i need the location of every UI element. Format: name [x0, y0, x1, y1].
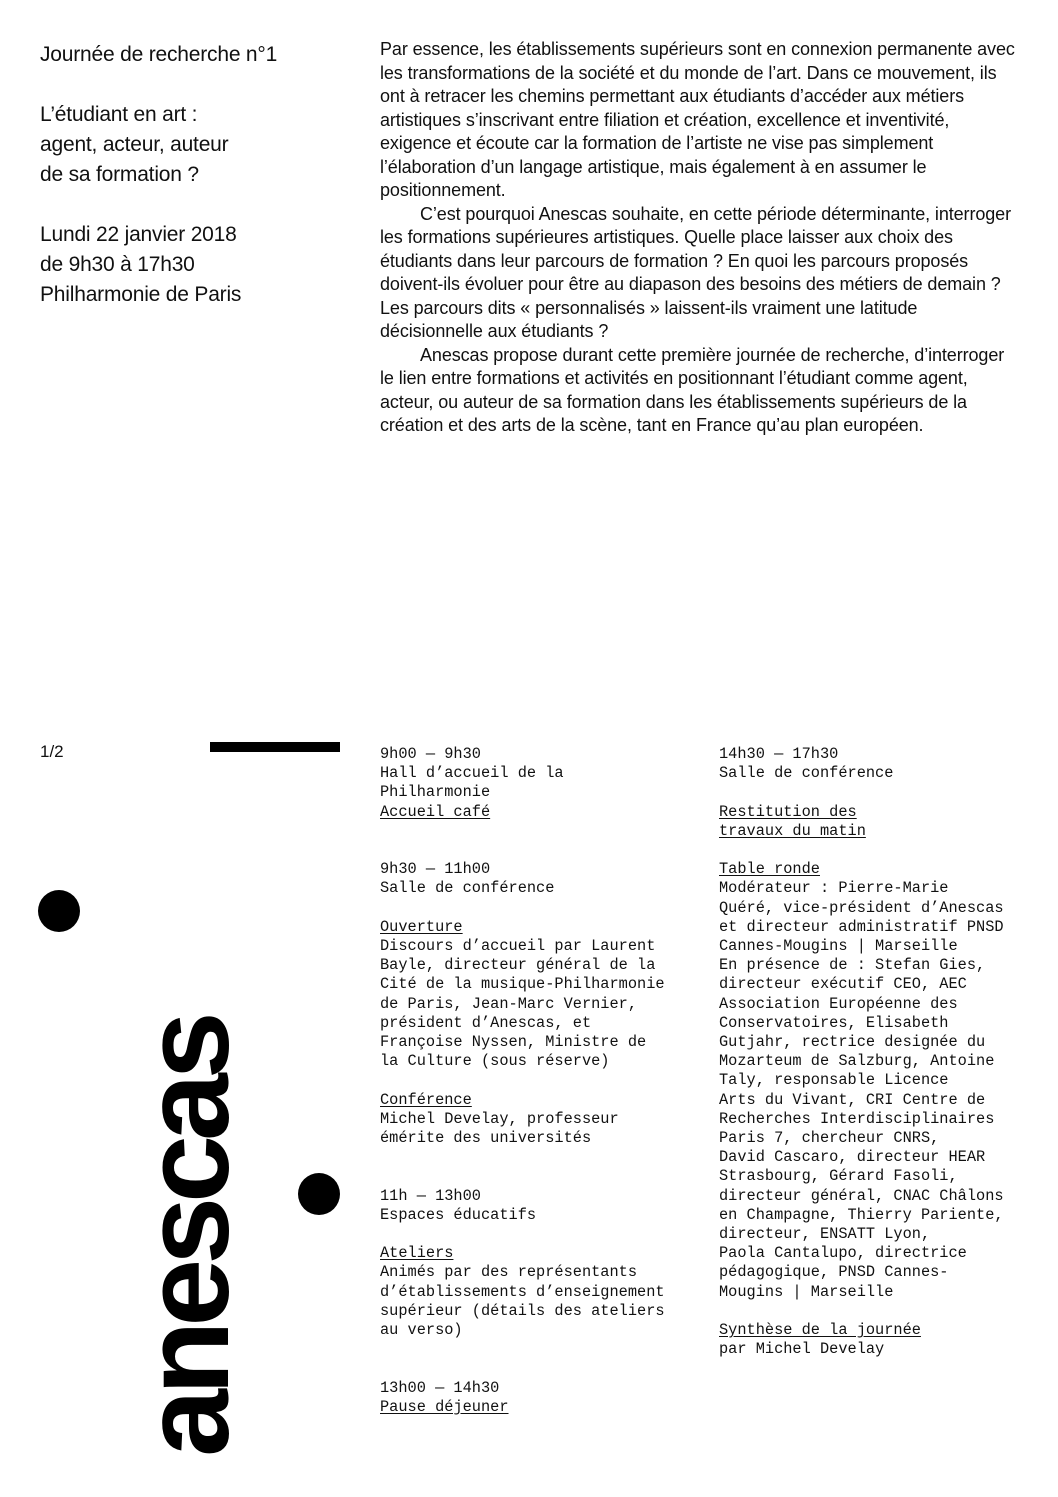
intro-text	[380, 38, 1020, 438]
session-title: Table ronde	[719, 860, 820, 879]
event-date-place	[40, 220, 360, 310]
event-title	[40, 40, 360, 70]
dot-icon	[298, 1173, 340, 1215]
session-time: 11h — 13h00	[380, 1186, 481, 1205]
event-name: Journée de recherche n°1	[40, 43, 278, 66]
session-description: Michel Develay, professeur émérite des universités	[380, 1109, 619, 1147]
session-title: Restitution des travaux du matin	[719, 802, 866, 840]
session-place: Espaces éducatifs	[380, 1205, 537, 1224]
session-description: Discours d’accueil par Laurent Bayle, directeur général de la Cité de la musique-Philharmonie de Paris, Jean-Marc Vernier, président d’Anescas, et Françoise Nyssen, Ministre de la Culture (sous réserve)	[380, 936, 665, 1071]
theme-title	[40, 100, 360, 190]
theme-line: L’étudiant en art :	[40, 103, 198, 126]
session-title: Conférence	[380, 1090, 472, 1109]
session-place: Salle de conférence	[380, 879, 555, 898]
intro-paragraph: C’est pourquoi Anescas souhaite, en cette période déterminante, interroger les formations supérieures artistiques. Quelle place laisser aux choix des étudiants dans leur parcours de formation ? En quoi les parcours proposés doivent-ils évoluer pour être au diapason des besoins des métiers de demain ? Les parcours dits « personnalisés » laissent-ils vraiment une latitude décisionnelle aux étudiants ?	[380, 203, 1011, 341]
session-description: Animés par des représentants d’établissements d’enseignement supérieur (détails des ateliers au verso)	[380, 1263, 665, 1339]
theme-line: agent, acteur, auteur	[40, 133, 229, 156]
dot-icon	[38, 890, 80, 932]
header-block	[40, 40, 360, 340]
session-time: 9h00 — 9h30	[380, 745, 481, 763]
program-morning	[380, 745, 700, 1417]
program-afternoon	[719, 745, 1049, 1359]
session-place: Salle de conférence	[719, 764, 894, 783]
anescas-logo: anescas	[118, 1017, 254, 1457]
theme-line: de sa formation ?	[40, 163, 199, 186]
session-title: Ateliers	[380, 1244, 454, 1263]
event-venue: Philharmonie de Paris	[40, 283, 242, 306]
session-title: Synthèse de la journée	[719, 1321, 921, 1340]
event-hours: de 9h30 à 17h30	[40, 253, 195, 276]
session-time: 9h30 — 11h00	[380, 860, 491, 879]
event-date: Lundi 22 janvier 2018	[40, 223, 237, 246]
session-title: Pause déjeuner	[380, 1397, 509, 1416]
intro-paragraph: Anescas propose durant cette première journée de recherche, d’interroger le lien entre formations et activités en positionnant l’étudiant comme agent, acteur, ou auteur de sa formation dans les établissements supérieurs de la création et des arts de la scène, tant en France qu’au plan européen.	[380, 344, 1005, 435]
session-title: Accueil café	[380, 802, 491, 821]
session-description: Modérateur : Pierre-Marie Quéré, vice-président d’Anescas et directeur administratif PNSD Cannes-Mougins | Marseille En présence de : Stefan Gies, directeur exécutif CEO, AEC Association Européenne des Conservatoires, Elisabeth Gutjahr, rectrice designée du Mozarteum de Salzburg, Antoine Taly, responsable Licence Arts du Vivant, CRI Centre de Recherches Interdisciplinaires Paris 7, chercheur CNRS, David Cascaro, directeur HEAR Strasbourg, Gérard Fasoli, directeur général, CNAC Châlons en Champagne, Thierry Pariente, directeur, ENSATT Lyon, Paola Cantalupo, directrice pédagogique, PNSD Cannes- Mougins | Marseille	[719, 879, 1004, 1301]
session-title: Ouverture	[380, 917, 463, 936]
intro-paragraph: Par essence, les établissements supérieurs sont en connexion permanente avec les transformations de la société et du monde de l’art. Dans ce mouvement, ils ont à retracer les chemins permettant aux étudiants d’accéder aux métiers artistiques s’inscrivant entre filiation et création, excellence et inventivité, exigence et écoute car la formation de l’artiste ne vise pas simplement l’élaboration d’un langage artistique, mais également à en assumer le positionnement.	[380, 39, 1015, 200]
session-time: 13h00 — 14h30	[380, 1378, 500, 1397]
session-place: Hall d’accueil de la Philharmonie	[380, 764, 564, 802]
black-bar-divider	[210, 742, 340, 752]
session-time: 14h30 — 17h30	[719, 745, 839, 763]
session-description: par Michel Develay	[719, 1340, 885, 1359]
page-number: 1/2	[40, 742, 64, 761]
